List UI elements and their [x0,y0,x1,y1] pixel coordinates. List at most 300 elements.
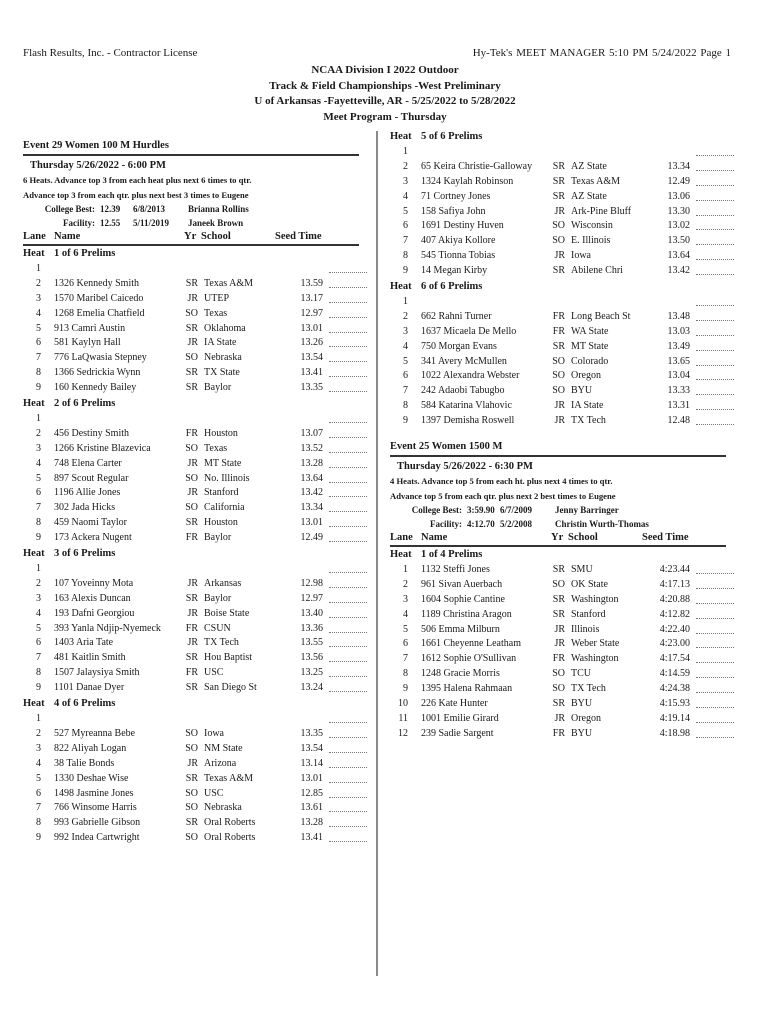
entry-lane: 5 [36,772,41,784]
entry-school: Stanford [204,487,239,499]
entry-seed-time: 13.49 [667,340,690,352]
entry-name: 160 Kennedy Bailey [54,382,137,394]
entry-name: 1507 Jalaysiya Smith [54,667,140,679]
entry-year: SO [552,683,565,695]
entry-row [23,277,373,292]
entry-year: JR [187,292,198,304]
entry-name: 1498 Jasmine Jones [54,787,134,799]
entry-lane: 7 [36,652,41,664]
entry-seed-time: 12.97 [300,592,323,604]
entry-school: AZ State [571,190,607,202]
entry-row [390,295,740,310]
result-blank-line [696,662,734,663]
entry-school: Texas A&M [204,277,254,289]
entry-seed-time: 13.34 [667,160,690,172]
result-blank-line [329,767,367,768]
result-blank-line [696,335,734,336]
entry-school: Arkansas [204,577,242,589]
entry-name: 506 Emma Milburn [421,623,500,635]
heat-word: Heat [390,549,412,561]
entry-row [23,262,373,277]
entry-school: Oregon [571,712,601,724]
entry-school: Abilene Chri [571,265,623,277]
entry-year: SR [185,817,198,829]
entry-lane: 8 [403,250,408,262]
entry-seed-time: 13.02 [667,220,690,232]
entry-year: JR [554,638,565,650]
entry-seed-time: 4:14.59 [659,668,690,680]
entry-lane: 8 [36,817,41,829]
record-holder: Janeek Brown [188,218,244,228]
entry-school: TX Tech [204,637,239,649]
entry-seed-time: 13.42 [667,265,690,277]
entry-name: 407 Akiya Kollore [421,235,496,247]
entry-row [23,681,373,696]
heat-word: Heat [23,398,45,410]
entry-year: JR [554,712,565,724]
entry-lane: 7 [36,352,41,364]
entry-row [390,399,740,414]
entry-row [390,623,740,638]
entry-school: Washington [571,593,619,605]
result-blank-line [696,424,734,425]
entry-lane: 6 [36,487,41,499]
record-row-facility [390,517,740,531]
heats-list [390,547,740,742]
entry-seed-time: 4:20.88 [659,593,690,605]
entry-row [390,160,740,175]
entry-seed-time: 13.35 [300,727,323,739]
entry-row [23,351,373,366]
result-blank-line [329,287,367,288]
result-blank-line [696,409,734,410]
heat-label: 1 of 4 Prelims [421,549,483,561]
entry-school: IA State [571,400,604,412]
result-blank-line [329,511,367,512]
record-date: 5/11/2019 [133,218,170,228]
record-date: 6/8/2013 [133,204,166,214]
entry-seed-time: 4:19.14 [659,712,690,724]
entry-name: 1637 Micaela De Mello [421,325,517,337]
heat-header [390,547,740,563]
entry-seed-time: 13.54 [300,742,323,754]
entry-school: Colorado [571,355,609,367]
entry-lane: 3 [36,442,41,454]
entry-lane: 1 [403,564,408,576]
heats-list [23,246,373,846]
entry-row [23,486,373,501]
entry-seed-time: 4:23.00 [659,638,690,650]
entry-lane: 1 [403,296,408,308]
result-blank-line [329,632,367,633]
entry-name: 1366 Sedrickia Wynn [54,367,141,379]
entry-lane: 3 [403,593,408,605]
record-mark: 3:59.90 [467,505,495,516]
entry-school: Nebraska [204,352,242,364]
entry-year: SR [185,322,198,334]
entry-lane: 4 [36,307,41,319]
entry-row [390,175,740,190]
heat-word: Heat [23,698,45,710]
entry-name: 1326 Kennedy Smith [54,277,139,289]
entry-school: WA State [571,325,609,337]
meet-manager-stamp: Hy-Tek's MEET MANAGER 5:10 PM 5/24/2022 Page 1 [472,47,731,59]
result-blank-line [696,350,734,351]
entry-row [390,145,740,160]
result-blank-line [329,496,367,497]
entry-seed-time: 13.28 [300,457,323,469]
meet-title-line: Track & Field Championships -West Preliminary [269,79,501,92]
record-label: Facility: [430,519,462,530]
entry-seed-time: 12.98 [300,577,323,589]
entry-name: 1403 Aria Tate [54,637,114,649]
result-blank-line [329,541,367,542]
col-school-header: School [568,532,598,544]
entry-seed-time: 13.54 [300,352,323,364]
entry-name: 750 Morgan Evans [421,340,497,352]
entry-row [390,325,740,340]
entry-name: 1612 Sophie O'Sullivan [421,653,517,665]
entry-lane: 7 [36,502,41,514]
entry-row [390,727,740,742]
entry-seed-time: 13.07 [300,427,323,439]
entry-seed-time: 12.49 [300,532,323,544]
entry-name: 1266 Kristine Blazevica [54,442,151,454]
entry-seed-time: 13.35 [300,382,323,394]
entry-name: 897 Scout Regular [54,472,129,484]
entry-lane: 7 [36,802,41,814]
entry-school: Boise State [204,607,250,619]
entry-seed-time: 13.17 [300,292,323,304]
entry-year: SR [552,265,565,277]
entry-lane: 9 [403,265,408,277]
column-header-row [390,531,726,547]
entry-year: JR [554,205,565,217]
heat-header [23,546,373,562]
entry-lane: 6 [403,370,408,382]
entry-row [390,190,740,205]
result-blank-line [696,274,734,275]
entry-year: SO [185,727,198,739]
col-seed-header: Seed Time [642,532,689,544]
entry-school: Arizona [204,757,237,769]
entry-lane: 2 [36,277,41,289]
entry-seed-time: 13.52 [300,442,323,454]
entry-name: 239 Sadie Sargent [421,727,494,739]
entry-year: JR [554,415,565,427]
entry-year: FR [185,532,198,544]
entry-row [23,787,373,802]
result-blank-line [696,170,734,171]
result-blank-line [696,185,734,186]
entry-seed-time: 12.49 [667,175,690,187]
record-row-college-best [23,202,373,216]
entry-year: SO [185,742,198,754]
entry-row [23,801,373,816]
entry-seed-time: 13.61 [300,802,323,814]
entry-seed-time: 13.30 [667,205,690,217]
entry-year: JR [554,400,565,412]
entry-year: JR [187,757,198,769]
result-blank-line [696,365,734,366]
result-blank-line [696,155,734,156]
entry-school: OK State [571,578,608,590]
entry-year: SR [185,772,198,784]
entry-lane: 7 [403,235,408,247]
entry-name: 1604 Sophie Cantine [421,593,505,605]
event-note: Advance top 3 from each qtr. plus next best 3 times to Eugene [23,189,249,200]
entry-lane: 6 [36,637,41,649]
heat-label: 6 of 6 Prelims [421,281,483,293]
entry-seed-time: 13.31 [667,400,690,412]
entry-row [390,712,740,727]
entry-year: SO [552,668,565,680]
entry-lane: 6 [36,787,41,799]
entry-name: 1691 Destiny Huven [421,220,504,232]
entry-school: Oregon [571,370,601,382]
entry-seed-time: 4:12.82 [659,608,690,620]
entry-year: FR [185,667,198,679]
entry-name: 766 Winsome Harris [54,802,137,814]
heat-header [23,696,373,712]
entry-year: SR [552,340,565,352]
entry-seed-time: 4:23.44 [659,564,690,576]
entry-lane: 9 [36,382,41,394]
entry-lane: 1 [36,413,41,425]
entry-school: TX State [204,367,240,379]
entry-row [23,742,373,757]
col-lane-header: Lane [390,532,413,544]
meet-title-line: Meet Program - Thursday [323,110,447,123]
event-title: Event 29 Women 100 M Hurdles [23,140,169,151]
entry-name: 1189 Christina Aragon [421,608,512,620]
entry-seed-time: 13.28 [300,817,323,829]
heat-word: Heat [390,281,412,293]
result-blank-line [329,646,367,647]
entry-school: Baylor [204,382,232,394]
entry-row [390,234,740,249]
entry-row [23,592,373,607]
result-blank-line [696,647,734,648]
entry-year: SR [552,564,565,576]
entry-year: JR [187,637,198,649]
entry-year: SR [185,367,198,379]
entry-row [23,501,373,516]
record-holder: Brianna Rollins [188,204,249,214]
entry-lane: 3 [403,325,408,337]
entry-name: 1132 Steffi Jones [421,564,490,576]
entry-seed-time: 4:18.98 [659,727,690,739]
entry-row [23,757,373,772]
heat-label: 5 of 6 Prelims [421,131,483,142]
entry-lane: 2 [36,577,41,589]
entry-lane: 4 [403,340,408,352]
entry-lane: 1 [403,146,408,157]
entry-year: JR [187,337,198,349]
result-blank-line [329,722,367,723]
result-blank-line [696,588,734,589]
entry-school: Nebraska [204,802,242,814]
entry-name: 242 Adaobi Tabugbo [421,385,505,397]
entry-name: 1248 Gracie Morris [421,668,500,680]
column-header-row [23,230,359,246]
result-blank-line [696,677,734,678]
entry-lane: 2 [36,727,41,739]
result-blank-line [329,811,367,812]
entry-school: TCU [571,668,591,680]
entry-year: SR [552,190,565,202]
heat-header [23,246,373,262]
entry-lane: 3 [36,592,41,604]
result-blank-line [696,722,734,723]
entry-lane: 3 [36,742,41,754]
heat-word: Heat [390,131,412,142]
entry-row [390,563,740,578]
entry-row [23,816,373,831]
entry-name: 662 Rahni Turner [421,310,492,322]
entry-school: Washington [571,653,619,665]
entry-lane: 9 [36,682,41,694]
entry-lane: 5 [403,355,408,367]
result-blank-line [329,376,367,377]
record-label: Facility: [63,218,95,228]
entry-year: SO [185,352,198,364]
result-blank-line [696,692,734,693]
result-blank-line [329,302,367,303]
entry-seed-time: 13.48 [667,310,690,322]
entry-year: SR [185,592,198,604]
entry-seed-time: 12.97 [300,307,323,319]
event-title: Event 25 Women 1500 M [390,441,503,453]
record-holder: Jenny Barringer [555,505,619,516]
entry-lane: 6 [403,638,408,650]
entry-row [23,772,373,787]
entry-year: SO [185,442,198,454]
record-mark: 4:12.70 [467,519,495,530]
entry-row [390,414,740,429]
entry-school: Oral Roberts [204,832,256,844]
record-mark: 12.39 [100,204,121,214]
record-date: 6/7/2009 [500,505,533,516]
entry-name: 302 Jada Hicks [54,502,116,514]
entry-year: SR [552,175,565,187]
entry-seed-time: 4:22.40 [659,623,690,635]
entry-lane: 1 [36,263,41,274]
entry-row [23,322,373,337]
col-seed-header: Seed Time [275,231,322,242]
heat-word: Heat [23,248,45,259]
entry-row [390,219,740,234]
entry-year: SO [185,802,198,814]
result-blank-line [329,317,367,318]
entry-school: IA State [204,337,237,349]
entry-name: 1395 Halena Rahmaan [421,683,513,695]
entry-seed-time: 12.48 [667,415,690,427]
entry-name: 1101 Danae Dyer [54,682,125,694]
entry-seed-time: 13.14 [300,757,323,769]
entry-seed-time: 4:24.38 [659,683,690,695]
entry-seed-time: 13.50 [667,235,690,247]
result-blank-line [329,691,367,692]
entry-row [390,249,740,264]
entry-school: Texas A&M [204,772,254,784]
entry-lane: 5 [403,623,408,635]
entry-school: Iowa [571,250,591,262]
entry-school: MT State [204,457,242,469]
entry-lane: 9 [403,415,408,427]
entry-row [390,608,740,623]
entry-seed-time: 13.40 [300,607,323,619]
entry-row [390,652,740,667]
entry-name: 1570 Maribel Caicedo [54,292,144,304]
entry-row [390,340,740,355]
result-blank-line [696,305,734,306]
entry-row [23,562,373,577]
result-blank-line [696,707,734,708]
entry-seed-time: 13.65 [667,355,690,367]
entry-school: BYU [571,727,593,739]
entry-year: SR [185,517,198,529]
entry-seed-time: 13.34 [300,502,323,514]
entry-name: 226 Kate Hunter [421,698,488,710]
heat-label: 4 of 6 Prelims [54,698,116,710]
entry-lane: 5 [403,205,408,217]
entry-school: CSUN [204,622,231,634]
result-blank-line [696,200,734,201]
entry-name: 1661 Cheyenne Leatham [421,638,521,650]
col-school-header: School [201,231,231,242]
entry-school: Texas [204,442,228,454]
event-note: Advance top 5 from each qtr. plus next 2 best times to Eugene [390,490,616,501]
col-yr-header: Yr [551,532,564,544]
entry-lane: 4 [36,607,41,619]
heat-header [23,396,373,412]
entry-row [23,531,373,546]
entry-lane: 7 [403,385,408,397]
entry-seed-time: 13.06 [667,190,690,202]
entry-name: 173 Ackera Nugent [54,532,132,544]
event-rule [23,154,359,156]
entry-name: 65 Keira Christie-Galloway [421,160,533,172]
entry-row [23,457,373,472]
result-blank-line [329,841,367,842]
entry-name: 584 Katarina Vlahovic [421,400,512,412]
entry-name: 748 Elena Carter [54,457,122,469]
entry-year: SR [185,277,198,289]
entry-school: Ark-Pine Bluff [571,205,632,217]
result-blank-line [696,229,734,230]
entry-name: 822 Aliyah Logan [54,742,127,754]
entry-name: 581 Kaylyn Hall [54,337,121,349]
heat-header [390,129,740,145]
entry-seed-time: 4:17.54 [659,653,690,665]
entry-school: BYU [571,385,593,397]
entry-school: UTEP [204,292,229,304]
entry-lane: 4 [36,457,41,469]
entry-school: SMU [571,564,593,576]
entry-school: Illinois [571,623,600,635]
record-row-facility [23,216,373,230]
entry-school: No. Illinois [204,472,250,484]
result-blank-line [329,617,367,618]
heat-label: 1 of 6 Prelims [54,248,116,259]
entry-year: SO [552,355,565,367]
record-label: College Best: [411,505,462,516]
entry-school: MT State [571,340,609,352]
entry-school: USC [204,667,224,679]
entry-row [23,381,373,396]
entry-seed-time: 4:17.13 [659,578,690,590]
